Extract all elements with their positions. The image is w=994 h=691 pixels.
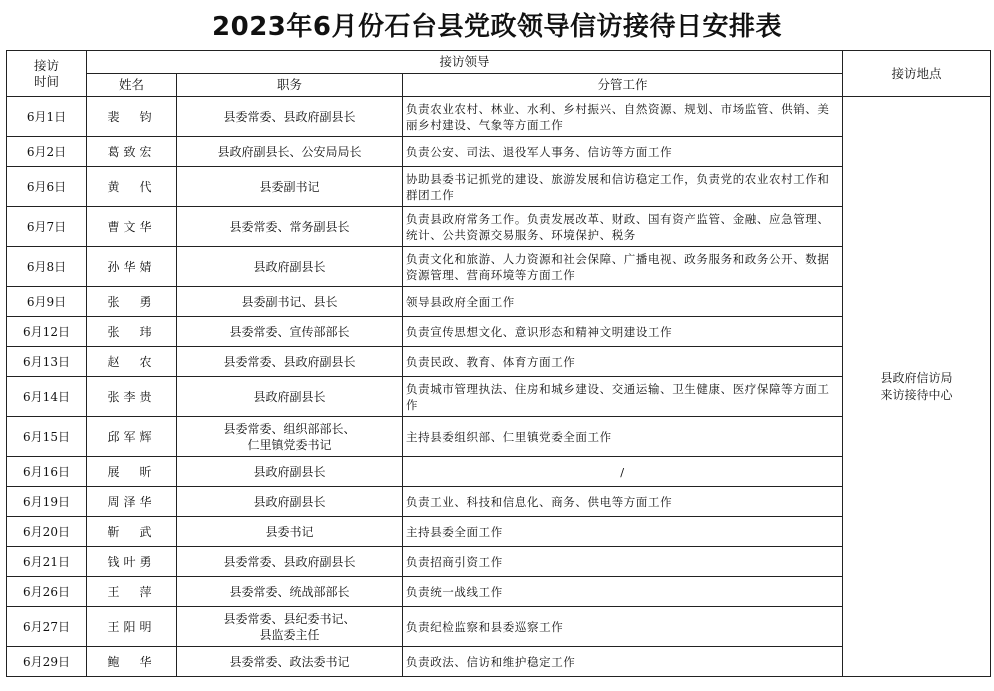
- date-cell: 6月2日: [7, 137, 87, 167]
- name-cell: 赵 农: [87, 347, 177, 377]
- position-cell: 县委常委、常务副县长: [177, 207, 403, 247]
- position-cell: 县委副书记: [177, 167, 403, 207]
- date-cell: 6月21日: [7, 547, 87, 577]
- duties-cell: 负责招商引资工作: [403, 547, 843, 577]
- header-name: 姓名: [87, 74, 177, 97]
- date-cell: 6月12日: [7, 317, 87, 347]
- date-cell: 6月27日: [7, 607, 87, 647]
- date-cell: 6月6日: [7, 167, 87, 207]
- date-cell: 6月7日: [7, 207, 87, 247]
- duties-cell: 协助县委书记抓党的建设、旅游发展和信访稳定工作，负责党的农业农村工作和群团工作: [403, 167, 843, 207]
- duties-cell: 领导县政府全面工作: [403, 287, 843, 317]
- header-position: 职务: [177, 74, 403, 97]
- location-cell: 县政府信访局 来访接待中心: [843, 97, 991, 677]
- name-cell: 张 勇: [87, 287, 177, 317]
- date-cell: 6月26日: [7, 577, 87, 607]
- position-cell: 县委常委、宣传部部长: [177, 317, 403, 347]
- position-cell: 县委常委、县政府副县长: [177, 347, 403, 377]
- name-cell: 张 玮: [87, 317, 177, 347]
- name-cell: 周泽华: [87, 487, 177, 517]
- date-cell: 6月13日: [7, 347, 87, 377]
- name-cell: 展 昕: [87, 457, 177, 487]
- header-leader-group: 接访领导: [87, 51, 843, 74]
- duties-cell: 负责农业农村、林业、水利、乡村振兴、自然资源、规划、市场监管、供销、美丽乡村建设、气象等方面工作: [403, 97, 843, 137]
- duties-cell: /: [403, 457, 843, 487]
- position-cell: 县政府副县长: [177, 487, 403, 517]
- position-cell: 县委常委、县政府副县长: [177, 547, 403, 577]
- position-cell: 县政府副县长: [177, 247, 403, 287]
- position-cell: 县委副书记、县长: [177, 287, 403, 317]
- header-time: 接访 时间: [7, 51, 87, 97]
- table-body: [7, 97, 991, 677]
- duties-cell: 负责文化和旅游、人力资源和社会保障、广播电视、政务服务和政务公开、数据资源管理、营商环境等方面工作: [403, 247, 843, 287]
- duties-cell: 负责纪检监察和县委巡察工作: [403, 607, 843, 647]
- name-cell: 靳 武: [87, 517, 177, 547]
- name-cell: 葛致宏: [87, 137, 177, 167]
- duties-cell: 负责宣传思想文化、意识形态和精神文明建设工作: [403, 317, 843, 347]
- date-cell: 6月8日: [7, 247, 87, 287]
- header-duties: 分管工作: [403, 74, 843, 97]
- name-cell: 裴 钧: [87, 97, 177, 137]
- name-cell: 孙华婧: [87, 247, 177, 287]
- position-cell: 县政府副县长: [177, 377, 403, 417]
- date-cell: 6月9日: [7, 287, 87, 317]
- position-cell: 县委常委、组织部部长、 仁里镇党委书记: [177, 417, 403, 457]
- duties-cell: 负责城市管理执法、住房和城乡建设、交通运输、卫生健康、医疗保障等方面工作: [403, 377, 843, 417]
- page-title: 2023年6月份石台县党政领导信访接待日安排表: [212, 12, 782, 42]
- date-cell: 6月20日: [7, 517, 87, 547]
- name-cell: 鲍 华: [87, 647, 177, 677]
- name-cell: 钱叶勇: [87, 547, 177, 577]
- name-cell: 邱军辉: [87, 417, 177, 457]
- position-cell: 县委常委、县政府副县长: [177, 97, 403, 137]
- name-cell: 王 萍: [87, 577, 177, 607]
- schedule-table: [6, 50, 991, 677]
- position-cell: 县政府副县长: [177, 457, 403, 487]
- duties-cell: 负责统一战线工作: [403, 577, 843, 607]
- date-cell: 6月29日: [7, 647, 87, 677]
- position-cell: 县委常委、统战部部长: [177, 577, 403, 607]
- duties-cell: 主持县委组织部、仁里镇党委全面工作: [403, 417, 843, 457]
- position-cell: 县委书记: [177, 517, 403, 547]
- date-cell: 6月1日: [7, 97, 87, 137]
- duties-cell: 主持县委全面工作: [403, 517, 843, 547]
- duties-cell: 负责政法、信访和维护稳定工作: [403, 647, 843, 677]
- duties-cell: 负责民政、教育、体育方面工作: [403, 347, 843, 377]
- date-cell: 6月16日: [7, 457, 87, 487]
- date-cell: 6月14日: [7, 377, 87, 417]
- position-cell: 县委常委、政法委书记: [177, 647, 403, 677]
- table-row: [7, 97, 991, 137]
- date-cell: 6月15日: [7, 417, 87, 457]
- name-cell: 黄 代: [87, 167, 177, 207]
- duties-cell: 负责工业、科技和信息化、商务、供电等方面工作: [403, 487, 843, 517]
- header-location: 接访地点: [843, 51, 991, 97]
- name-cell: 张李贵: [87, 377, 177, 417]
- duties-cell: 负责公安、司法、退役军人事务、信访等方面工作: [403, 137, 843, 167]
- name-cell: 王阳明: [87, 607, 177, 647]
- position-cell: 县政府副县长、公安局局长: [177, 137, 403, 167]
- name-cell: 曹文华: [87, 207, 177, 247]
- date-cell: 6月19日: [7, 487, 87, 517]
- duties-cell: 负责县政府常务工作。负责发展改革、财政、国有资产监管、金融、应急管理、统计、公共资源交易服务、环境保护、税务: [403, 207, 843, 247]
- position-cell: 县委常委、县纪委书记、 县监委主任: [177, 607, 403, 647]
